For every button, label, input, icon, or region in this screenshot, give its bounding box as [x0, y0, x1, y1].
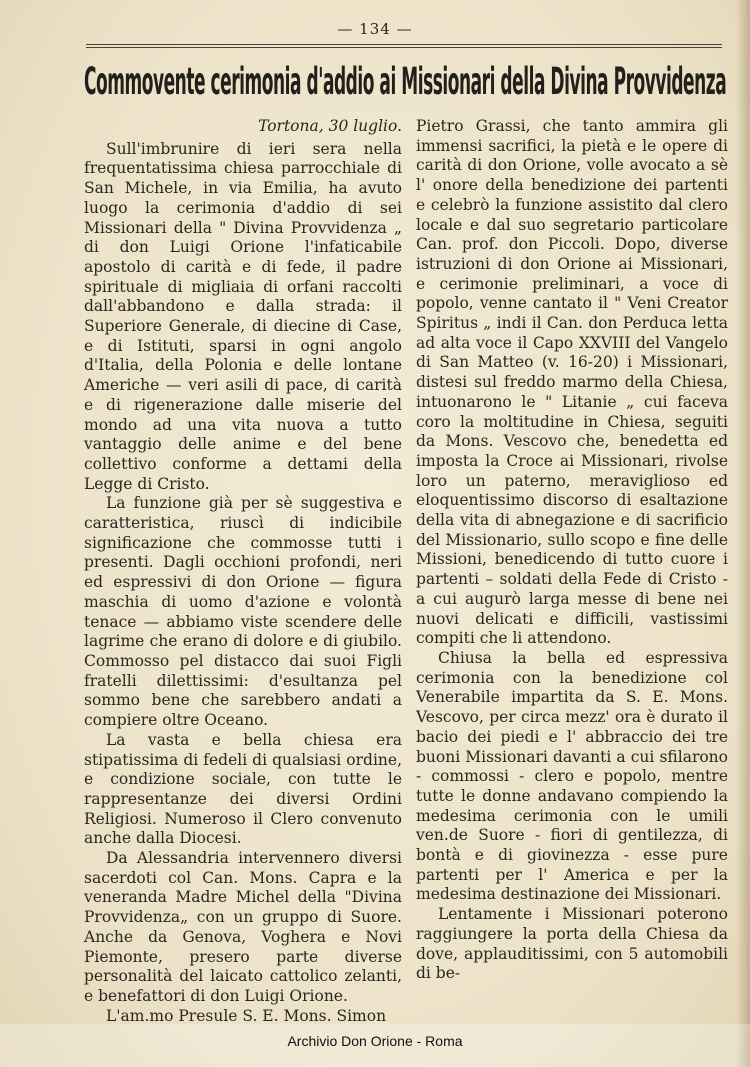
paragraph: L'am.mo Presule S. E. Mons. Simon	[106, 1006, 387, 1025]
paragraph: Lentamente i Missionari poterono raggiungere la porta della Chiesa da dove, applauditissimi, con 5 automobili di be-	[416, 905, 728, 983]
paragraph: La funzione già per sè suggestiva e caratteristica, riuscì di indicibile significazione che commosse tutti i presenti. Dagli occhioni profondi, neri ed espressivi di don Orione — figura maschia di uomo d'azione e volontà tenace — abbiamo viste scendere delle lagrime che erano di dolore e di giubilo. Commosso pel distacco dai suoi Figli fratelli dilettissimi: d'esultanza pel sommo bene che sarebbero andati a compiere oltre Oceano.	[84, 494, 402, 730]
header-rule-thin	[86, 47, 722, 48]
archive-footer: Archivio Don Orione - Roma	[287, 1033, 463, 1049]
paragraph: Pietro Grassi, che tanto ammira gli immensi sacrifici, la pietà e le opere di carità di don Orione, volle avocato a sè l' onore della benedizione dei partenti e celebrò la funzione assistito dal clero locale e dal suo segretario particolare Can. prof. don Piccoli. Dopo, diverse istruzioni di don Orione ai Missionari, e cerimonie preliminari, a voce di popolo, venne cantato il " Veni Creator Spiritus „ indi il Can. don Perduca letta ad alta voce il Capo XXVIII del Vangelo di San Matteo (v. 16-20) i Missionari, distesi sul freddo marmo della Chiesa, intuonarono le " Litanie „ cui faceva coro la moltitudine in Chiesa, seguiti da Mons. Vescovo che, benedetta ed imposta la Croce ai Missionari, rivolse loro un paterno, meraviglioso ed eloquentissimo discorso di esaltazione della vita di abnegazione e di sacrificio del Missionario, sullo scopo e fine delle Missioni, benedicendo di tutto cuore i partenti – soldati della Fede di Cristo - a cui augurò larga messe di bene nei nuovi delicati e difficili, vastissimi compiti che li attendono.	[416, 117, 728, 648]
right-column	[416, 117, 728, 984]
paragraph: La vasta e bella chiesa era stipatissima di fedeli di qualsiasi ordine, e condizione sociale, con tutte le rappresentanze dei diversi Ordini Religiosi. Numeroso il Clero convenuto anche dalla Diocesi.	[84, 730, 402, 848]
article-title: Commovente cerimonia d'addio ai Missionari della Divina Provvidenza	[84, 60, 727, 103]
left-column	[84, 117, 402, 1026]
header-rule	[86, 44, 722, 45]
paragraph: Da Alessandria intervennero diversi sacerdoti col Can. Mons. Capra e la veneranda Madre Michel della "Divina Provvidenza„ con un gruppo di Suore. Anche da Genova, Voghera e Novi Piemonte, presero parte diverse personalità del laicato cattolico zelanti, e benefattori di don Luigi Orione.	[84, 849, 402, 1005]
dateline: Tortona, 30 luglio.	[258, 117, 402, 135]
paragraph: Chiusa la bella ed espressiva cerimonia con la benedizione col Venerabile impartita da S. E. Mons. Vescovo, per circa mezz' ora è durato il bacio dei piedi e l' abbraccio dei tre buoni Missionari davanti a cui sfilarono - commossi - clero e popolo, mentre tutte le donne andavano compiendo la medesima cerimonia con le umili ven.de Suore - fiori di gentilezza, di bontà e di giovinezza - esse pure partenti per l' America e per la medesima destinazione dei Missionari.	[416, 648, 728, 904]
title-container	[84, 57, 726, 107]
paragraph: Sull'imbrunire di ieri sera nella frequentatissima chiesa parrocchiale di San Michele, in via Emilia, ha avuto luogo la cerimonia d'addio di sei Missionari della " Divina Provvidenza „ di don Luigi Orione l'infaticabile apostolo di carità e di fede, il padre spirituale di migliaia di orfani raccolti dall'abbandono e dalla strada: il Superiore Generale, di diecine di Case, e di Istituti, sparsi in ogni angolo d'Italia, della Polonia e delle lontane Americhe — veri asili di pace, di carità e di rigenerazione dalle miserie del mondo ad una vita nuova a tutto vantaggio delle anime e del bene collettivo conforme a dettami della Legge di Cristo.	[84, 139, 402, 493]
page-edge-shadow	[736, 0, 750, 1067]
page-number: — 134 —	[337, 20, 413, 38]
